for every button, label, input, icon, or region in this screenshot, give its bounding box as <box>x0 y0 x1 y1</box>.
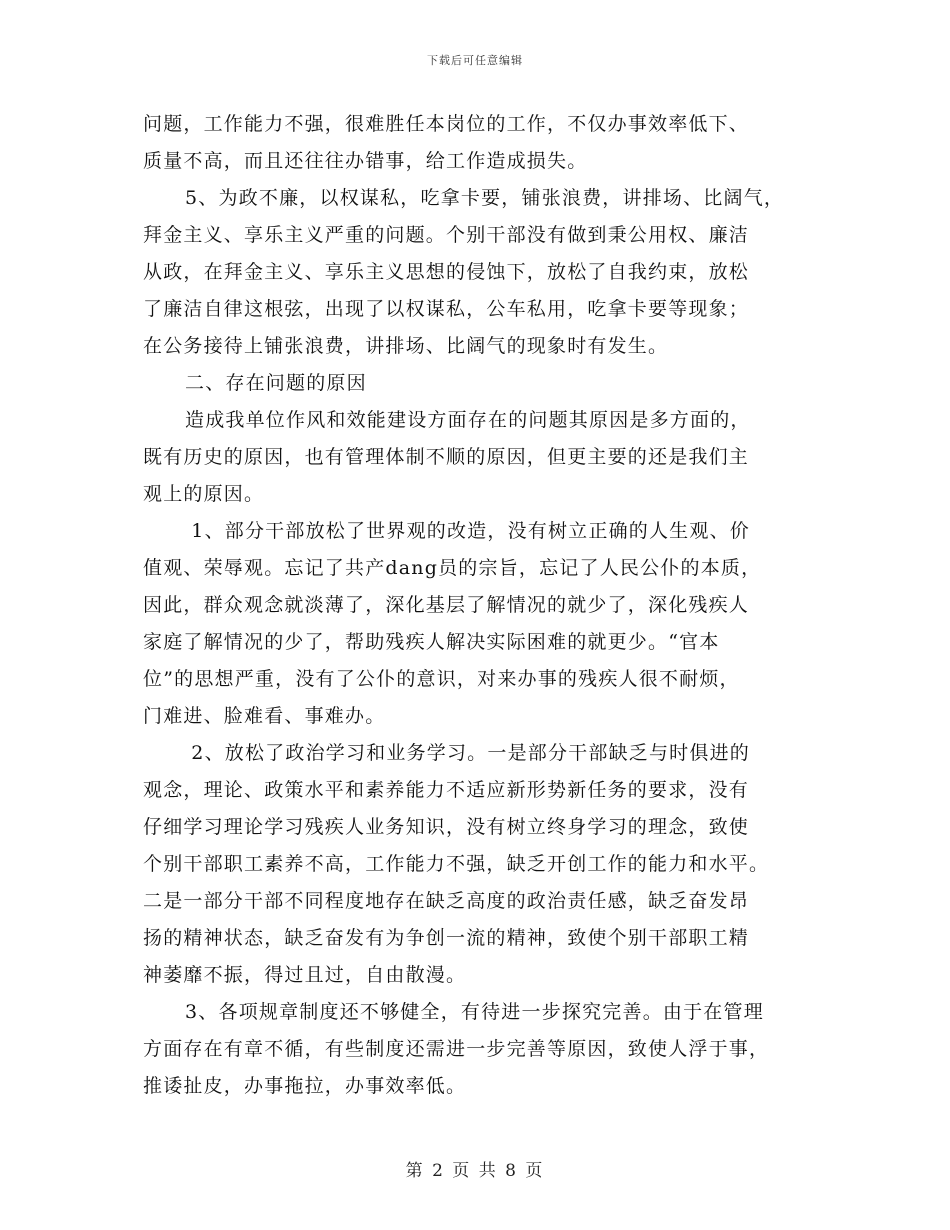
text-line: 家庭了解情况的少了，帮助残疾人解决实际困难的就更少。“官本 <box>143 631 720 653</box>
document-body <box>143 106 823 1105</box>
text-line: 3、各项规章制度还不够健全，有待进一步探究完善。由于在管理 <box>185 1001 764 1023</box>
text-line: 了廉洁自律这根弦，出现了以权谋私，公车私用，吃拿卡要等现象； <box>143 298 750 320</box>
text-line: 门难进、脸难看、事难办。 <box>143 705 386 727</box>
text-line: 二是一部分干部不同程度地存在缺乏高度的政治责任感，缺乏奋发昂 <box>143 890 750 912</box>
page-number: 第 2 页 共 8 页 <box>405 1161 545 1181</box>
text-line: 观上的原因。 <box>143 483 265 505</box>
text-line: 推诿扯皮，办事拖拉，办事效率低。 <box>143 1075 467 1097</box>
text-line: 值观、荣辱观。忘记了共产dang员的宗旨，忘记了人民公仆的本质， <box>143 557 762 579</box>
page-header: 下载后可任意编辑 <box>427 54 523 67</box>
text-line: 造成我单位作风和效能建设方面存在的问题其原因是多方面的， <box>185 409 751 431</box>
text-line: 既有历史的原因，也有管理体制不顺的原因，但更主要的还是我们主 <box>143 446 750 468</box>
text-line: 从政，在拜金主义、享乐主义思想的侵蚀下，放松了自我约束，放松 <box>143 261 750 283</box>
text-line: 个别干部职工素养不高，工作能力不强，缺乏开创工作的能力和水平。 <box>143 853 770 875</box>
text-line: 二、存在问题的原因 <box>185 372 367 394</box>
text-line: 仔细学习理论学习残疾人业务知识，没有树立终身学习的理念，致使 <box>143 816 750 838</box>
text-line: 扬的精神状态，缺乏奋发有为争创一流的精神，致使个别干部职工精 <box>143 927 750 949</box>
text-line: 拜金主义、享乐主义严重的问题。个别干部没有做到秉公用权、廉洁 <box>143 224 750 246</box>
text-line: 问题，工作能力不强，很难胜任本岗位的工作，不仅办事效率低下、 <box>143 113 750 135</box>
text-line: 因此，群众观念就淡薄了，深化基层了解情况的就少了，深化残疾人 <box>143 594 750 616</box>
text-line: 方面存在有章不循，有些制度还需进一步完善等原因，致使人浮于事， <box>143 1038 770 1060</box>
text-line: 1、部分干部放松了世界观的改造，没有树立正确的人生观、价 <box>191 520 750 542</box>
text-line: 观念，理论、政策水平和素养能力不适应新形势新任务的要求，没有 <box>143 779 750 801</box>
text-line: 在公务接待上铺张浪费，讲排场、比阔气的现象时有发生。 <box>143 335 669 357</box>
text-line: 神萎靡不振，得过且过，自由散漫。 <box>143 964 467 986</box>
text-line: 2、放松了政治学习和业务学习。一是部分干部缺乏与时俱进的 <box>191 742 750 764</box>
text-line: 质量不高，而且还往往办错事，给工作造成损失。 <box>143 150 588 172</box>
text-line: 5、为政不廉，以权谋私，吃拿卡要，铺张浪费，讲排场、比阔气， <box>185 187 785 209</box>
text-line: 位”的思想严重，没有了公仆的意识，对来办事的残疾人很不耐烦， <box>143 668 740 690</box>
